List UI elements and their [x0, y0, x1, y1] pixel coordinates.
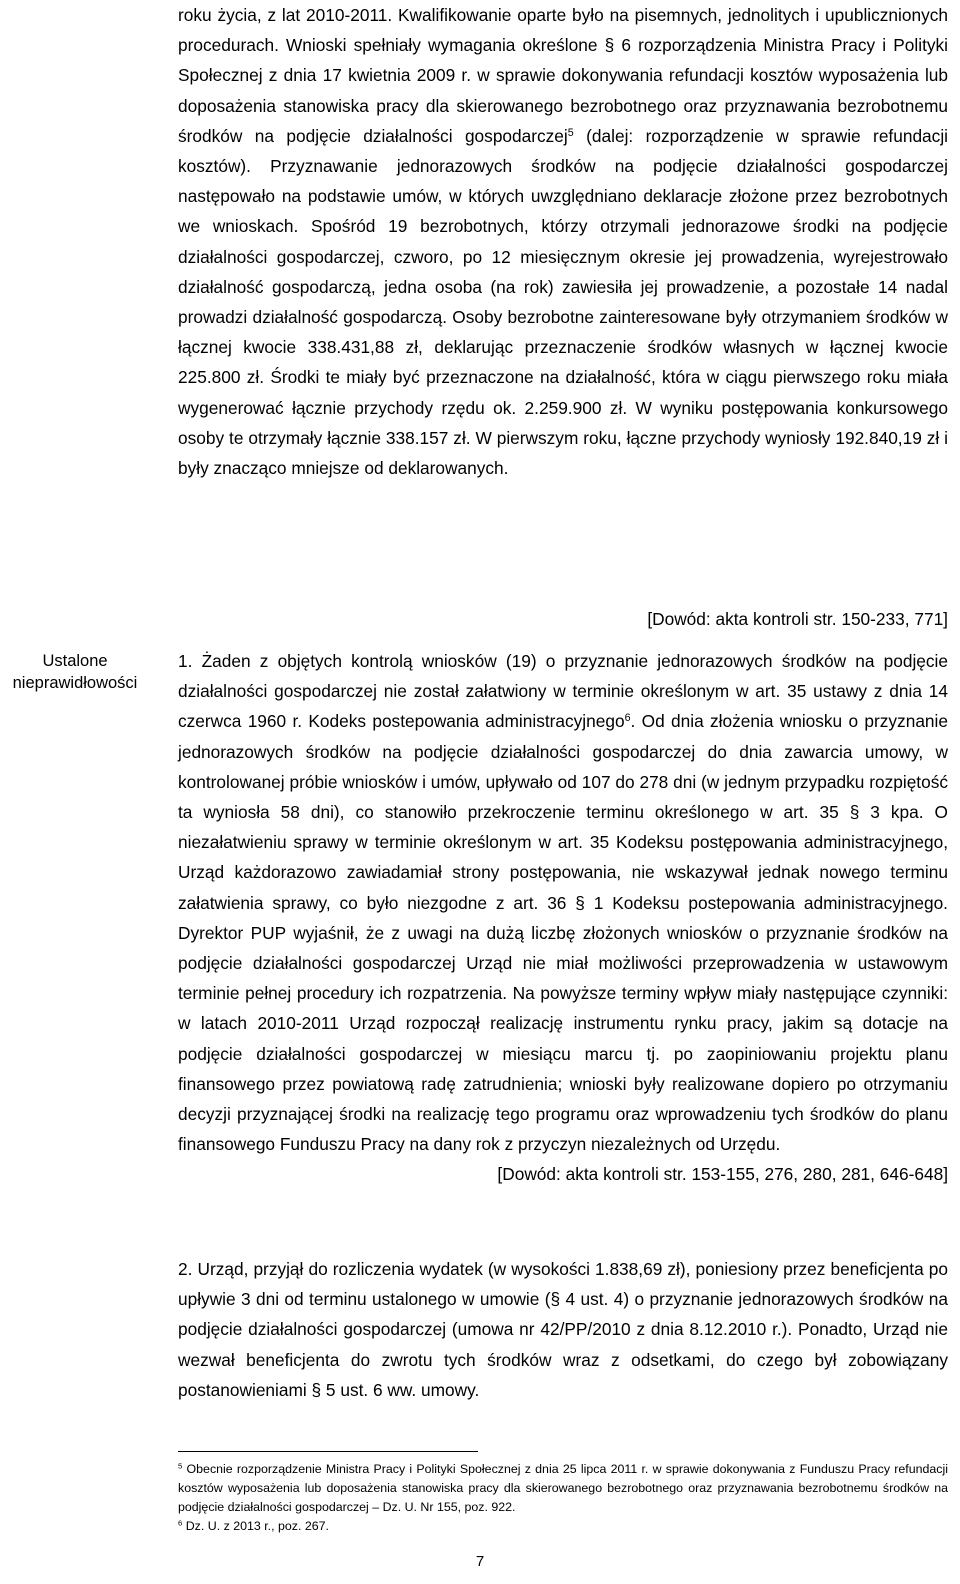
footnote-6: $^6$ Dz. U. z 2013 r., poz. 267.: [178, 1518, 329, 1533]
finding-2-paragraph: 2. Urząd, przyjął do rozliczenia wydatek (w wysokości 1.838,69 zł), poniesiony przez beneficjenta po upływie 3 dni od terminu ustalonego w umowie (§ 4 ust. 4) o przyznanie jednorazowych środków na podjęcie działalności gospodarczej (umowa nr 42/PP/2010 z dnia 8.12.2010 r.). Ponadto, Urząd nie wezwał beneficjenta do zwrotu tych środków wraz z odsetkami, do czego był zobowiązany postanowieniami § 5 ust. 6 ww. umowy.: [178, 1259, 948, 1400]
footnote-5: $^5$ Obecnie rozporządzenie Ministra Pracy i Polityki Społecznej z dnia 25 lipca 2011 r. w sprawie dokonywania z Funduszu Pracy refundacji kosztów wyposażenia lub doposażenia stanowiska pracy dla skierowanego bezrobotnego oraz przyznawania bezrobotnemu środków na podjęcie działalności gospodarczej – Dz. U. Nr 155, poz. 922.: [178, 1461, 948, 1514]
evidence-citation: [Dowód: akta kontroli str. 153-155, 276, 280, 281, 646-648]: [497, 1164, 948, 1185]
intro-section: [178, 0, 948, 483]
finding-1-section: [178, 646, 948, 1190]
footnote-ref-5[interactable]: 5: [567, 126, 574, 139]
footnote-separator: [178, 1451, 478, 1452]
evidence-citation: [Dowód: akta kontroli str. 150-233, 771]: [647, 609, 948, 629]
footnote-ref-6[interactable]: 6: [624, 712, 631, 725]
finding-2-section: [178, 1254, 948, 1405]
side-label: Ustalone nieprawidłowości: [12, 652, 138, 692]
page-number: 7: [475, 1553, 485, 1570]
finding-1-paragraph: 1. Żaden z objętych kontrolą wniosków (19) o przyznanie jednorazowych środków na podjęcie działalności gospodarczej nie został załatwiony w terminie określonym w art. 35 ustawy z dnia 14 czerwca 1960 r. Kodeks postepowania administracyjnego$^6$. Od dnia złożenia wniosku o przyznanie jednorazowych środków na podjęcie działalności gospodarczej do dnia zawarcia umowy, w kontrolowanej próbie wniosków i umów, upływało od 107 do 278 dni (w jednym przypadku rozpiętość ta wyniosła 58 dni), co stanowiło przekroczenie terminu określonego w art. 35 § 3 kpa. O niezałatwieniu sprawy w terminie określonym w art. 35 Kodeksu postępowania administracyjnego, Urząd każdorazowo zawiadamiał strony postępowania, nie wskazywał jednak nowego terminu załatwienia sprawy, co było niezgodne z art. 36 § 1 Kodeksu postepowania administracyjnego. Dyrektor PUP wyjaśnił, że z uwagi na dużą liczbę złożonych wniosków o przyznanie środków na podjęcie działalności gospodarczej Urząd nie miał możliwości przeprowadzenia w ustawowym terminie pełnej procedury ich rozpatrzenia. Na powyższe terminy wpływ miały następujące czynniki: w latach 2010-2011 Urząd rozpoczął realizację instrumentu rynku pracy, jakim są dotacje na podjęcie działalności gospodarczej w miesiącu marcu tj. po zaopiniowaniu projektu planu finansowego przez powiatową radę zatrudnienia; wnioski były realizowane dopiero po otrzymaniu decyzji przyznającej środki na realizację tego programu oraz wprowadzeniu tych środków do planu finansowego Funduszu Pracy na dany rok z przyczyn niezależnych od Urzędu.: [178, 651, 948, 1155]
intro-paragraph: roku życia, z lat 2010-2011. Kwalifikowanie oparte było na pisemnych, jednolitych i upublicznionych procedurach. Wnioski spełniały wymagania określone § 6 rozporządzenia Ministra Pracy i Polityki Społecznej z dnia 17 kwietnia 2009 r. w sprawie dokonywania refundacji kosztów wyposażenia lub doposażenia stanowiska pracy dla skierowanego bezrobotnego oraz przyznawania bezrobotnemu środków na podjęcie działalności gospodarczej$^5$ (dalej: rozporządzenie w sprawie refundacji kosztów). Przyznawanie jednorazowych środków na podjęcie działalności gospodarczej następowało na podstawie umów, w których uwzględniano deklaracje złożone przez bezrobotnych we wnioskach. Spośród 19 bezrobotnych, którzy otrzymali jednorazowe środki na podjęcie działalności gospodarczej, czworo, po 12 miesięcznym okresie jej prowadzenia, wyrejestrowało działalność gospodarczą, jedna osoba (na rok) zawiesiła jej prowadzenie, a pozostałe 14 nadal prowadzi działalność gospodarczą. Osoby bezrobotne zainteresowane były otrzymaniem środków w łącznej kwocie 338.431,88 zł, deklarując przeznaczenie środków własnych w łącznej kwocie 225.800 zł. Środki te miały być przeznaczone na działalność, która w ciągu pierwszego roku miała wygenerować łącznie przychody rzędu ok. 2.259.900 zł. W wyniku postępowania konkursowego osoby te otrzymały łącznie 338.157 zł. W pierwszym roku, łączne przychody wyniosły 192.840,19 zł i były znacząco mniejsze od deklarowanych.: [178, 5, 948, 479]
footnotes: [178, 1460, 948, 1536]
